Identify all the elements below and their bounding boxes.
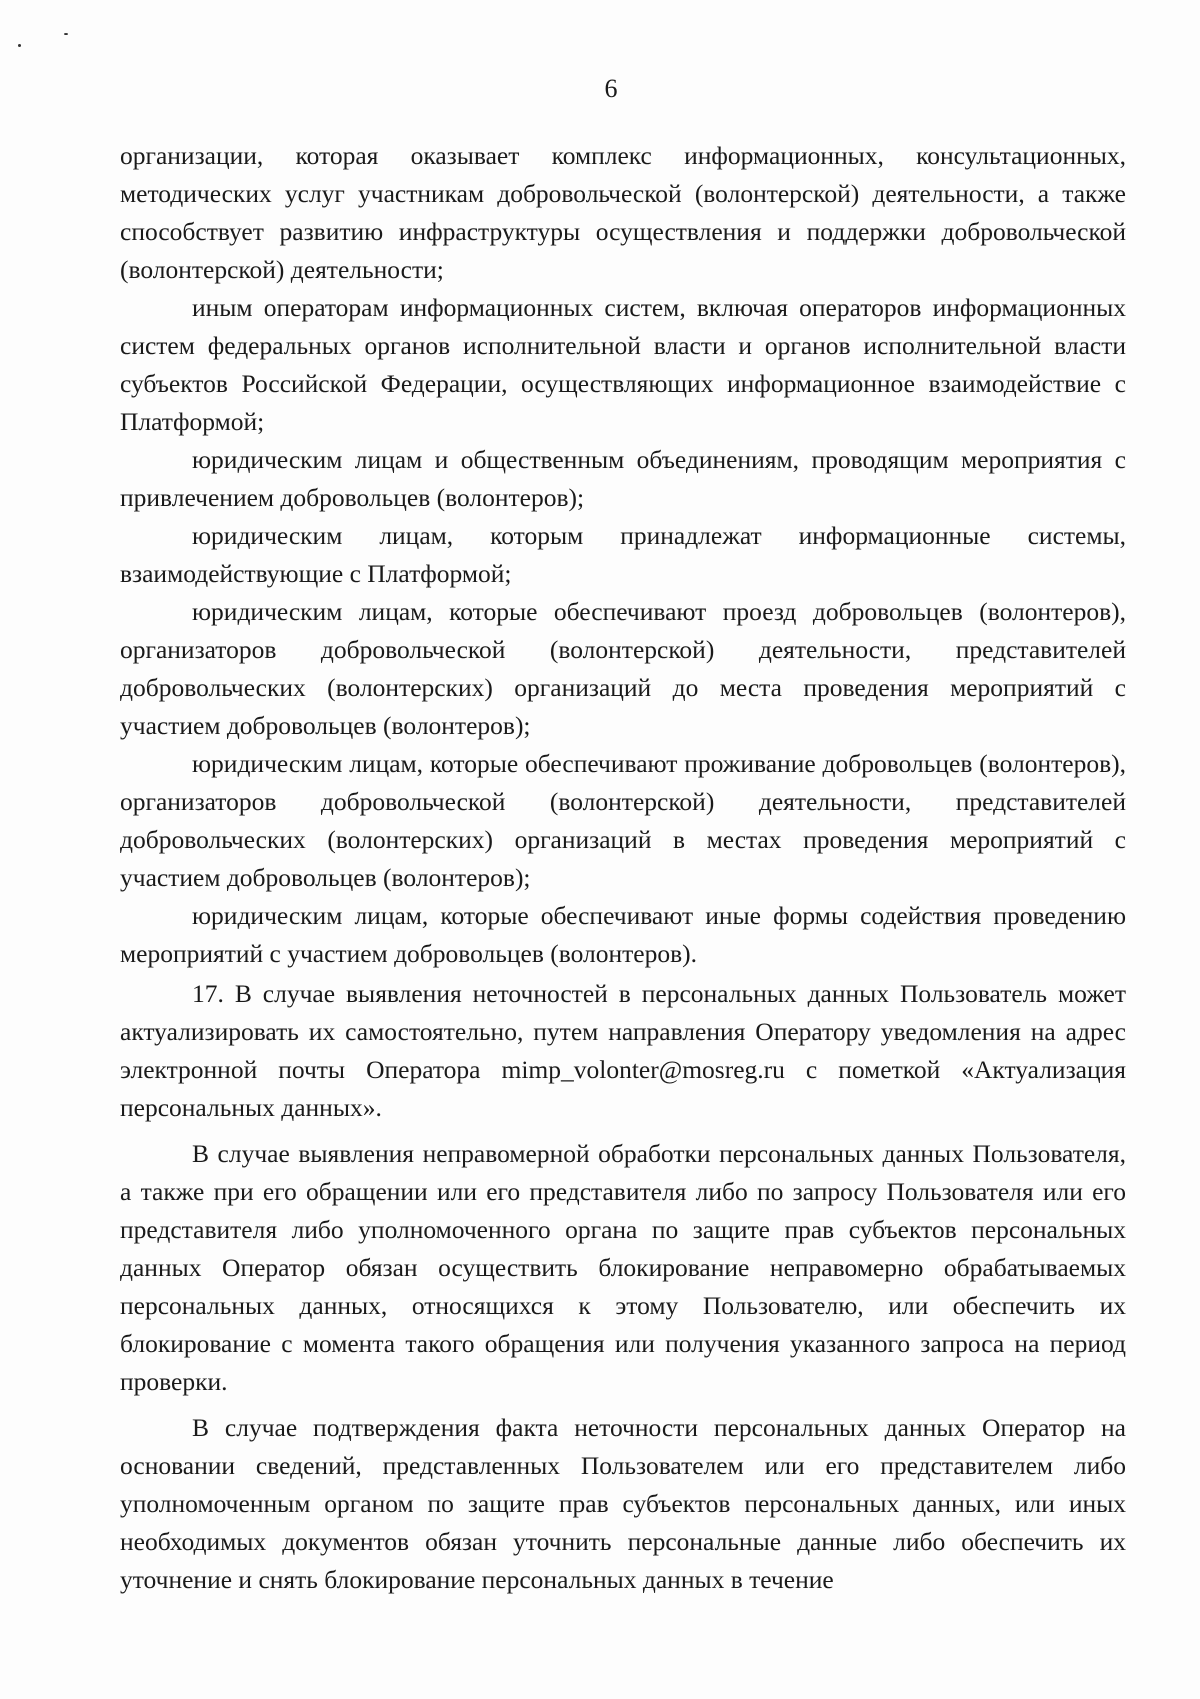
- page-number: 6: [604, 74, 618, 103]
- paragraph-legal-entities-events: юридическим лицам и общественным объединениям, проводящим мероприятия с привлечением добровольцев (волонтеров);: [120, 445, 1126, 512]
- scan-speck: [18, 44, 21, 47]
- document-body: [120, 137, 1126, 1599]
- scan-speck: [64, 33, 68, 35]
- paragraph-legal-entities-systems: юридическим лицам, которым принадлежат информационные системы, взаимодействующие с Платформой;: [120, 521, 1126, 588]
- paragraph-continuation: организации, которая оказывает комплекс информационных, консультационных, методических услуг участникам добровольческой (волонтерской) деятельности, а также способствует развитию инфраструктуры осуществления и поддержки добровольческой (волонтерской) деятельности;: [120, 141, 1126, 284]
- paragraph-legal-entities-travel: юридическим лицам, которые обеспечивают проезд добровольцев (волонтеров), организаторов добровольческой (волонтерской) деятельности, представителей добровольческих (волонтерских) организаций до места проведения мероприятий с участием добровольцев (волонтеров);: [120, 597, 1126, 740]
- paragraph-unlawful-processing: В случае выявления неправомерной обработки персональных данных Пользователя, а также при его обращении или его представителя либо по запросу Пользователя или его представителя либо уполномоченного органа по защите прав субъектов персональных данных Оператор обязан осуществить блокирование неправомерно обрабатываемых персональных данных, относящихся к этому Пользователю, или обеспечить их блокирование с момента такого обращения или получения указанного запроса на период проверки.: [120, 1139, 1126, 1396]
- paragraph-inaccuracy-confirmation: В случае подтверждения факта неточности персональных данных Оператор на основании сведений, представленных Пользователем или его представителем либо уполномоченным органом по защите прав субъектов персональных данных, или иных необходимых документов обязан уточнить персональные данные либо обеспечить их уточнение и снять блокирование персональных данных в течение: [120, 1413, 1126, 1594]
- paragraph-legal-entities-other-support: юридическим лицам, которые обеспечивают иные формы содействия проведению мероприятий с участием добровольцев (волонтеров).: [120, 901, 1126, 968]
- paragraph-other-operators: иным операторам информационных систем, включая операторов информационных систем федеральных органов исполнительной власти и органов исполнительной власти субъектов Российской Федерации, осуществляющих информационное взаимодействие с Платформой;: [120, 293, 1126, 436]
- paragraph-clause-17: 17. В случае выявления неточностей в персональных данных Пользователь может актуализировать их самостоятельно, путем направления Оператору уведомления на адрес электронной почты Оператора mimp_volonter@mosreg.ru с пометкой «Актуализация персональных данных».: [120, 979, 1126, 1122]
- paragraph-legal-entities-accommodation: юридическим лицам, которые обеспечивают проживание добровольцев (волонтеров), организаторов добровольческой (волонтерской) деятельности, представителей добровольческих (волонтерских) организаций в местах проведения мероприятий с участием добровольцев (волонтеров);: [120, 749, 1126, 892]
